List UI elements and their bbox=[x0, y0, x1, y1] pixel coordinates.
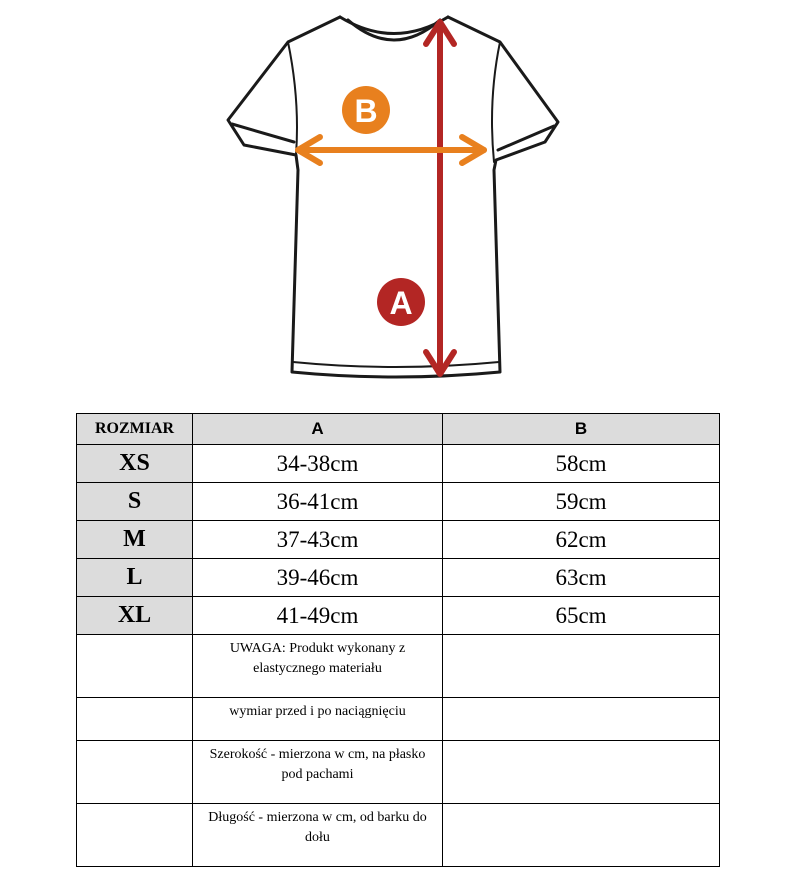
header-b: B bbox=[443, 414, 720, 445]
note-text: wymiar przed i po naciągnięciu bbox=[193, 698, 443, 741]
empty-cell bbox=[443, 635, 720, 698]
note-row bbox=[77, 698, 720, 741]
note-row bbox=[77, 804, 720, 867]
size-cell: XS bbox=[77, 445, 193, 483]
size-cell: S bbox=[77, 483, 193, 521]
size-cell: XL bbox=[77, 597, 193, 635]
b-cell: 62cm bbox=[443, 521, 720, 559]
note-text: UWAGA: Produkt wykonany z elastycznego materiału bbox=[193, 635, 443, 698]
empty-cell bbox=[443, 741, 720, 804]
empty-cell bbox=[77, 741, 193, 804]
a-cell: 39-46cm bbox=[193, 559, 443, 597]
size-table-header bbox=[77, 414, 720, 445]
measurement-b-arrow bbox=[298, 137, 484, 163]
badge-a-label: A bbox=[389, 285, 413, 321]
empty-cell bbox=[77, 804, 193, 867]
note-text: Długość - mierzona w cm, od barku do dołu bbox=[193, 804, 443, 867]
note-text: Szerokość - mierzona w cm, na płasko pod pachami bbox=[193, 741, 443, 804]
size-table bbox=[76, 413, 720, 867]
header-a: A bbox=[193, 414, 443, 445]
measurement-a-arrow bbox=[426, 22, 454, 374]
size-cell: L bbox=[77, 559, 193, 597]
a-cell: 41-49cm bbox=[193, 597, 443, 635]
table-row bbox=[77, 597, 720, 635]
note-row bbox=[77, 741, 720, 804]
a-cell: 36-41cm bbox=[193, 483, 443, 521]
table-row bbox=[77, 559, 720, 597]
table-row bbox=[77, 521, 720, 559]
badge-b bbox=[342, 86, 390, 134]
note-row bbox=[77, 635, 720, 698]
empty-cell bbox=[443, 804, 720, 867]
b-cell: 58cm bbox=[443, 445, 720, 483]
empty-cell bbox=[77, 635, 193, 698]
b-cell: 63cm bbox=[443, 559, 720, 597]
b-cell: 59cm bbox=[443, 483, 720, 521]
table-row bbox=[77, 483, 720, 521]
a-cell: 37-43cm bbox=[193, 521, 443, 559]
badge-b-label: B bbox=[354, 93, 378, 129]
header-size: ROZMIAR bbox=[77, 414, 193, 445]
badge-a bbox=[377, 278, 425, 326]
tshirt-measurement-diagram bbox=[0, 0, 794, 400]
empty-cell bbox=[77, 698, 193, 741]
size-cell: M bbox=[77, 521, 193, 559]
a-cell: 34-38cm bbox=[193, 445, 443, 483]
empty-cell bbox=[443, 698, 720, 741]
b-cell: 65cm bbox=[443, 597, 720, 635]
table-row bbox=[77, 445, 720, 483]
